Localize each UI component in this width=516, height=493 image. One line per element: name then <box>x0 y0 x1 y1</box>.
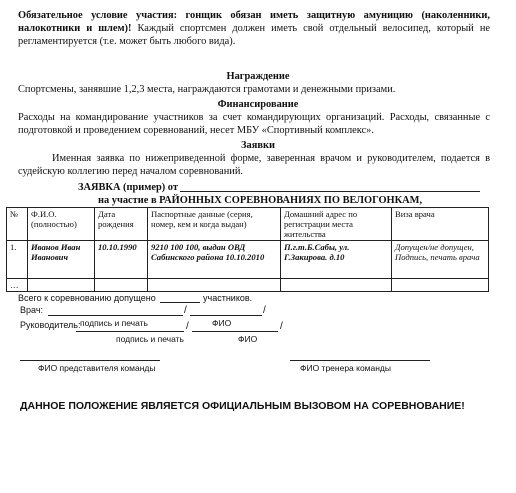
doctor-fio-caption: ФИО <box>212 318 232 328</box>
cell-ellipsis: … <box>7 279 28 292</box>
col-header: № <box>7 208 28 241</box>
col-header: Ф.И.О. (полностью) <box>28 208 95 241</box>
doctor-sign-caption: подпись и печать <box>80 318 148 328</box>
col-header: Паспортные данные (серия, номер, кем и когда выдан) <box>148 208 281 241</box>
table-header-row <box>7 208 489 241</box>
cell-number: 1. <box>7 241 28 279</box>
finance-text: Расходы на командирование участников за счет командирующих организаций. Расходы, связанные с подготовкой и проведением соревнований, несет МБУ «Спортивный комплекс». <box>18 112 490 136</box>
form-date-line <box>180 191 480 192</box>
form-title: ЗАЯВКА (пример) от <box>78 182 178 193</box>
head-fio-line <box>192 331 278 332</box>
total-suffix: участников. <box>203 293 253 303</box>
col-header: Дата рождения <box>95 208 148 241</box>
doctor-sign-line <box>48 315 183 316</box>
doctor-slash: / <box>184 305 187 316</box>
total-prefix: Всего к соревнованию допущено <box>18 293 156 303</box>
awards-heading: Награждение <box>226 71 290 82</box>
intro-normal: Каждый спортсмен должен иметь свой отдельный велосипед, который не регламентируется (т.е. может быть любого вида). <box>18 23 490 47</box>
col-header: Виза врача <box>392 208 489 241</box>
application-table <box>6 207 489 292</box>
total-line <box>160 302 200 303</box>
rep-line <box>20 360 160 361</box>
table-row <box>7 279 489 292</box>
awards-text: Спортсмены, занявшие 1,2,3 места, награждаются грамотами и денежными призами. <box>18 84 396 95</box>
cell-dob: 10.10.1990 <box>95 241 148 279</box>
cell-address: П.г.т.Б.Сабы, ул. Г.Закирова. д.10 <box>281 241 392 279</box>
form-subtitle: на участие в РАЙОННЫХ СОРЕВНОВАНИЯХ ПО ВЕЛОГОНКАМ, <box>98 195 423 206</box>
cell-passport: 9210 100 100, выдан ОВД Сабинского района 10.10.2010 <box>148 241 281 279</box>
rep-caption: ФИО представителя команды <box>38 363 156 373</box>
intro-paragraph <box>18 9 490 48</box>
doctor-fio-line <box>190 315 262 316</box>
coach-caption: ФИО тренера команды <box>300 363 392 373</box>
head-slash-end: / <box>280 321 283 332</box>
coach-line <box>290 360 430 361</box>
head-slash: / <box>186 321 189 332</box>
cell-visa: Допущен/не допущен, Подпись, печать врача <box>392 241 489 279</box>
head-sign-line <box>76 331 184 332</box>
applications-text: Именная заявка по нижеприведенной форме, заверенная врачом и руководителем, подается в судейскую коллегию перед началом соревнований. <box>18 153 490 177</box>
doctor-label: Врач: <box>20 305 44 315</box>
applications-heading: Заявки <box>241 140 275 151</box>
final-notice: ДАННОЕ ПОЛОЖЕНИЕ ЯВЛЯЕТСЯ ОФИЦИАЛЬНЫМ ВЫЗОВОМ НА СОРЕВНОВАНИЕ! <box>20 400 465 412</box>
doctor-slash-end: / <box>263 305 266 316</box>
cell-fio: Иванов Иван Иванович <box>28 241 95 279</box>
head-sign-caption: подпись и печать <box>116 334 184 344</box>
table-row <box>7 241 489 279</box>
col-header: Домашний адрес по регистрации места жительства <box>281 208 392 241</box>
finance-heading: Финансирование <box>217 99 299 110</box>
intro-bold: Обязательное условие участия: гонщик обязан иметь защитную амуницию (наколенники, налокотники и шлем)! <box>18 10 490 34</box>
head-fio-caption: ФИО <box>238 334 258 344</box>
head-label: Руководитель: <box>20 320 81 330</box>
